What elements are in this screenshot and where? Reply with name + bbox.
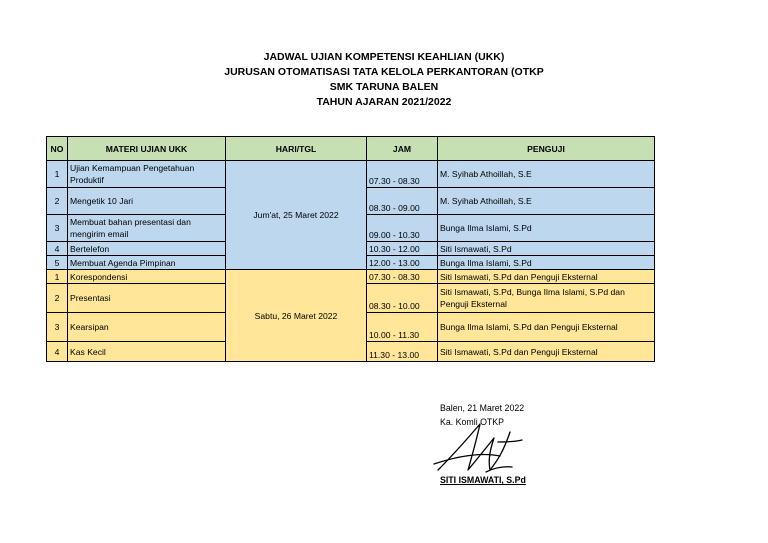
row-penguji: Bunga Ilma Islami, S.Pd [438, 215, 655, 242]
row-no: 3 [47, 313, 68, 342]
row-materi: Membuat Agenda Pimpinan [68, 256, 226, 270]
handwritten-signature [428, 412, 538, 482]
signature-place-date: Balen, 21 Maret 2022 [440, 403, 525, 413]
day2-date: Sabtu, 26 Maret 2022 [226, 270, 367, 362]
row-materi: Presentasi [68, 284, 226, 313]
header-hari: HARI/TGL [226, 137, 367, 161]
title-line-4: TAHUN AJARAN 2021/2022 [316, 96, 452, 108]
row-jam: 09.00 - 10.30 [367, 215, 438, 242]
row-no: 3 [47, 215, 68, 242]
row-penguji: Bunga Ilma Islami, S.Pd dan Penguji Eksternal [438, 313, 655, 342]
row-penguji: Siti Ismawati, S.Pd dan Penguji Eksternal [438, 342, 655, 362]
row-jam: 07.30 - 08.30 [367, 270, 438, 284]
row-no: 4 [47, 242, 68, 256]
signature-role: Ka. Komli OTKP [440, 417, 505, 427]
title-line-1: JADWAL UJIAN KOMPETENSI KEAHLIAN (UKK) [263, 51, 505, 63]
header-no: NO [47, 137, 68, 161]
header-materi: MATERI UJIAN UKK [68, 137, 226, 161]
row-materi: Korespondensi [68, 270, 226, 284]
row-penguji: Siti Ismawati, S.Pd [438, 242, 655, 256]
signatory-name: SITI ISMAWATI, S.Pd [440, 475, 526, 485]
row-jam: 07.30 - 08.30 [367, 161, 438, 188]
row-materi: Mengetik 10 Jari [68, 188, 226, 215]
row-materi: Membuat bahan presentasi dan mengirim email [68, 215, 226, 242]
row-penguji: Siti Ismawati, S.Pd dan Penguji Eksternal [438, 270, 655, 284]
day1-date: Jum'at, 25 Maret 2022 [226, 161, 367, 270]
row-materi: Kas Kecil [68, 342, 226, 362]
row-penguji: Bunga Ilma Islami, S.Pd [438, 256, 655, 270]
row-jam: 11.30 - 13.00 [367, 342, 438, 362]
header-jam: JAM [367, 137, 438, 161]
row-no: 2 [47, 284, 68, 313]
table-row [47, 161, 655, 188]
header-penguji: PENGUJI [438, 137, 655, 161]
document-title [0, 50, 768, 110]
title-line-3: SMK TARUNA BALEN [329, 81, 439, 93]
row-jam: 12.00 - 13.00 [367, 256, 438, 270]
row-jam: 10.00 - 11.30 [367, 313, 438, 342]
row-materi: Kearsipan [68, 313, 226, 342]
row-no: 1 [47, 161, 68, 188]
row-no: 4 [47, 342, 68, 362]
row-no: 2 [47, 188, 68, 215]
title-line-2: JURUSAN OTOMATISASI TATA KELOLA PERKANTORAN (OTKP [224, 66, 544, 78]
row-materi: Ujian Kemampuan Pengetahuan Produktif [68, 161, 226, 188]
row-no: 1 [47, 270, 68, 284]
row-penguji: M. Syihab Athoillah, S.E [438, 161, 655, 188]
row-penguji: M. Syihab Athoillah, S.E [438, 188, 655, 215]
row-no: 5 [47, 256, 68, 270]
schedule-table [46, 136, 655, 362]
table-header-row [47, 137, 655, 161]
row-jam: 10.30 - 12.00 [367, 242, 438, 256]
row-jam: 08.30 - 09.00 [367, 188, 438, 215]
row-penguji: Siti Ismawati, S.Pd, Bunga Ilma Islami, S.Pd dan Penguji Eksternal [438, 284, 655, 313]
row-jam: 08.30 - 10.00 [367, 284, 438, 313]
row-materi: Bertelefon [68, 242, 226, 256]
table-row [47, 270, 655, 284]
